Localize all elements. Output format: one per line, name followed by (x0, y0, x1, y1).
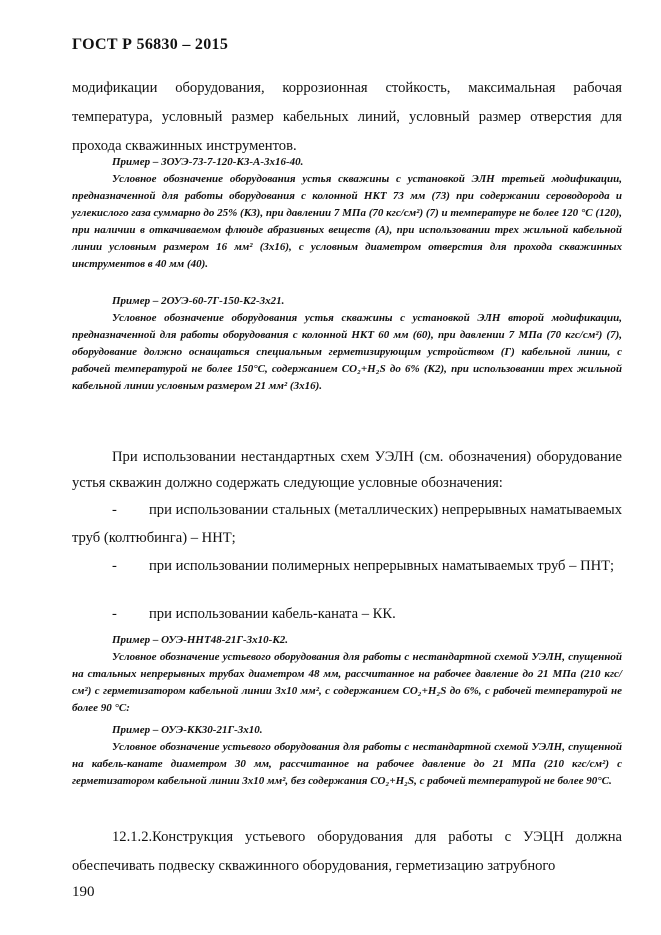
list-item-text: при использовании стальных (металлических) непрерывных наматываемых труб (колтюбинга) – ННТ; (72, 502, 622, 546)
example-1-title: Пример – 3ОУЭ-73-7-120-К3-А-3х16-40. (112, 156, 304, 168)
list-item-text: при использовании кабель-каната – КК. (149, 606, 396, 622)
list-item-пнт (72, 552, 622, 580)
list-dash: - (112, 558, 117, 574)
paragraph-section-12-1-2: 12.1.2.Конструкция устьевого оборудования для работы с УЭЦН должна обеспечивать подвеску скважинного оборудования, герметизацию затрубного (72, 829, 622, 874)
document-header: ГОСТ Р 56830 – 2015 (72, 36, 229, 53)
example-1-description: Условное обозначение оборудования устья скважины с установкой ЭЛН третьей модификации, предназначенной для работы оборудования с колонной НКТ 73 мм (73) при содержании сероводорода и углекислого газа суммарно до 25% (К3), при давлении 7 МПа (70 кгс/см²) (7) и температуре не более 120 °С (120), при наличии в откачиваемом флюиде абразивных веществ (А), при использовании трех жильной кабельной линии условным размером 16 мм² (3х16), с условным диаметром отверстия для прохода скважинных инструментов в 40 мм (40). (72, 173, 622, 270)
list-item-ннт (72, 496, 622, 552)
list-item-text: при использовании полимерных непрерывных наматываемых труб – ПНТ; (149, 558, 615, 574)
paragraph-nonstandard: При использовании нестандартных схем УЭЛН (см. обозначения) оборудование устья скважин должно содержать следующие условные обозначения: (72, 449, 622, 491)
paragraph-intro: модификации оборудования, коррозионная стойкость, максимальная рабочая температура, условный размер кабельных линий, условный размер отверстия для прохода скважинных инструментов. (72, 80, 622, 154)
example-2-description: Условное обозначение оборудования устья скважины с установкой ЭЛН второй модификации, предназначенной для работы оборудования с колонной НКТ 60 мм (60), при давлении 7 МПа (70 кгс/см²) (7), оборудование должно оснащаться специальным герметизирующим устройством (Г) кабельной линии, с рабочей температурой не более 150°С, содержанием CO₂+H₂S до 6% (К2), при использовании трех жильной кабельной линии условным размером 21 мм² (3х16). (72, 312, 622, 392)
example-2-title: Пример – 2ОУЭ-60-7Г-150-К2-3х21. (112, 295, 285, 307)
example-3-title: Пример – ОУЭ-ННТ48-21Г-3х10-К2. (112, 634, 289, 646)
example-4-title: Пример – ОУЭ-КК30-21Г-3х10. (112, 724, 263, 736)
example-3-description: Условное обозначение устьевого оборудования для работы с нестандартной схемой УЭЛН, спущенной на стальных непрерывных трубах диаметром 48 мм, рассчитанное на рабочее давление до 21 МПа (210 кгс/см²) с герметизатором кабельной линии 3х10 мм², с содержанием CO₂+H₂S до 6%, с рабочей температурой не более 90 °С: (72, 651, 622, 714)
list-item-кк (72, 600, 622, 628)
list-dash: - (112, 502, 117, 518)
page-number: 190 (72, 884, 95, 900)
list-dash: - (112, 606, 117, 622)
example-4-description: Условное обозначение устьевого оборудования для работы с нестандартной схемой УЭЛН, спущенной на кабель-канате диаметром 30 мм, рассчитанное на рабочее давление до 21 МПа (210 кгс/см²) с герметизатором кабельной линии 3х10 мм², без содержания CO₂+H₂S, с рабочей температурой не более 90°С. (72, 741, 622, 787)
